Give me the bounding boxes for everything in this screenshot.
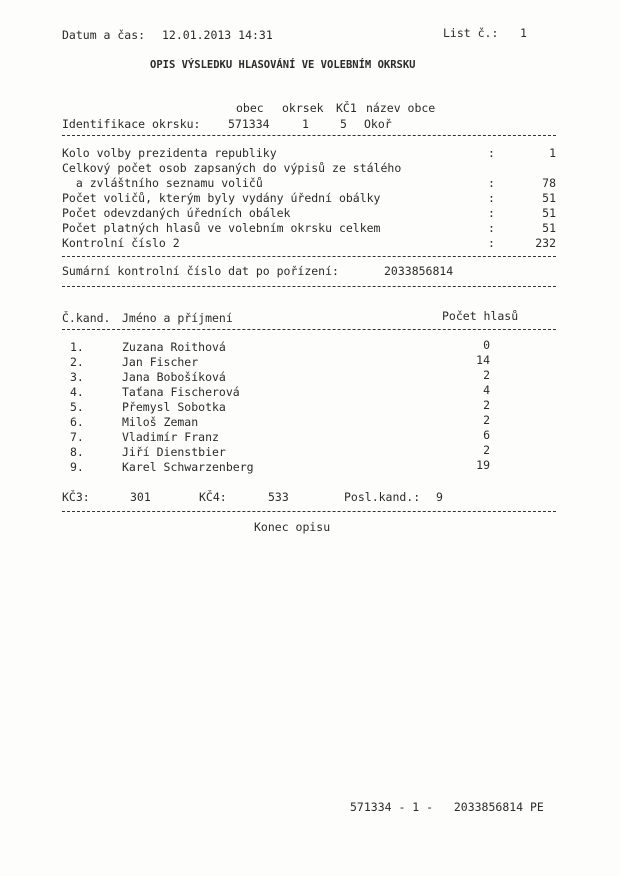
candidate-name: Taťana Fischerová	[122, 385, 240, 399]
sheet-value: 1	[520, 26, 527, 40]
candidate-number: 8.	[70, 445, 84, 459]
divider	[62, 511, 556, 512]
summary-value: 232	[535, 236, 556, 250]
checksum-value: 2033856814	[384, 264, 454, 278]
candidate-votes: 2	[483, 398, 490, 412]
candidate-votes: 14	[476, 353, 490, 367]
candidate-name: Vladimír Franz	[122, 430, 219, 444]
candidate-name: Miloš Zeman	[122, 415, 199, 429]
candidates-header-votes: Počet hlasů	[442, 309, 519, 323]
datetime-label: Datum a čas:	[62, 28, 146, 42]
summary-value: 51	[542, 221, 556, 235]
id-label: Identifikace okrsku:	[62, 117, 201, 131]
id-col-kc1: KČ1	[336, 101, 357, 115]
summary-label: Celkový počet osob zapsaných do výpisů ze stálého	[62, 161, 402, 175]
summary-colon: :	[488, 176, 495, 190]
candidate-votes: 0	[483, 338, 490, 352]
summary-colon: :	[488, 221, 495, 235]
summary-label: Kontrolní číslo 2	[62, 236, 180, 250]
candidate-number: 4.	[70, 385, 84, 399]
summary-value: 1	[549, 146, 556, 160]
candidates-header-name: Jméno a příjmení	[122, 311, 233, 325]
candidates-header-num: Č.kand.	[62, 311, 111, 325]
summary-label: Kolo volby prezidenta republiky	[62, 146, 277, 160]
summary-value: 78	[542, 176, 556, 190]
summary-value: 51	[542, 206, 556, 220]
checksum-label: Sumární kontrolní číslo dat po pořízení:	[62, 264, 339, 278]
last-candidate-label: Posl.kand.:	[344, 490, 421, 504]
page-footer: 571334 - 1 - 2033856814 PE	[350, 800, 544, 814]
id-obec: 571334	[228, 117, 270, 131]
kc4-value: 533	[268, 490, 289, 504]
kc3-label: KČ3:	[62, 490, 90, 504]
candidate-votes: 2	[483, 413, 490, 427]
candidate-number: 7.	[70, 430, 84, 444]
candidate-number: 9.	[70, 460, 84, 474]
candidate-votes: 4	[483, 383, 490, 397]
candidate-number: 5.	[70, 400, 84, 414]
candidate-votes: 6	[483, 428, 490, 442]
kc3-value: 301	[130, 490, 151, 504]
summary-colon: :	[488, 206, 495, 220]
summary-label: Počet voličů, kterým byly vydány úřední obálky	[62, 191, 381, 205]
summary-label: a zvláštního seznamu voličů	[62, 176, 263, 190]
divider	[62, 286, 556, 287]
summary-colon: :	[488, 191, 495, 205]
candidate-name: Přemysl Sobotka	[122, 400, 226, 414]
summary-value: 51	[542, 191, 556, 205]
document-title: OPIS VÝSLEDKU HLASOVÁNÍ VE VOLEBNÍM OKRSKU	[150, 59, 416, 71]
candidate-number: 3.	[70, 370, 84, 384]
summary-label: Počet odevzdaných úředních obálek	[62, 206, 291, 220]
divider	[62, 135, 556, 136]
datetime-value: 12.01.2013 14:31	[162, 28, 273, 42]
kc4-label: KČ4:	[199, 490, 227, 504]
last-candidate-value: 9	[436, 490, 443, 504]
id-col-okrsek: okrsek	[282, 101, 324, 115]
candidate-name: Jana Bobošíková	[122, 370, 226, 384]
candidate-number: 2.	[70, 355, 84, 369]
id-nazev: Okoř	[364, 117, 392, 131]
divider	[62, 329, 556, 330]
candidate-votes: 2	[483, 443, 490, 457]
summary-colon: :	[488, 236, 495, 250]
candidate-votes: 19	[476, 458, 490, 472]
candidate-name: Jan Fischer	[122, 355, 199, 369]
candidate-name: Jiří Dienstbier	[122, 445, 226, 459]
candidate-number: 6.	[70, 415, 84, 429]
id-kc1: 5	[340, 117, 347, 131]
sheet-label: List č.:	[443, 26, 499, 40]
candidate-number: 1.	[70, 340, 84, 354]
id-col-nazev: název obce	[366, 101, 436, 115]
divider	[62, 256, 556, 257]
summary-label: Počet platných hlasů ve volebním okrsku celkem	[62, 221, 381, 235]
candidate-votes: 2	[483, 368, 490, 382]
id-col-obec: obec	[236, 101, 264, 115]
id-okrsek: 1	[302, 117, 309, 131]
candidate-name: Karel Schwarzenberg	[122, 460, 254, 474]
candidate-name: Zuzana Roithová	[122, 340, 226, 354]
end-of-document: Konec opisu	[254, 520, 331, 534]
summary-colon: :	[488, 146, 495, 160]
